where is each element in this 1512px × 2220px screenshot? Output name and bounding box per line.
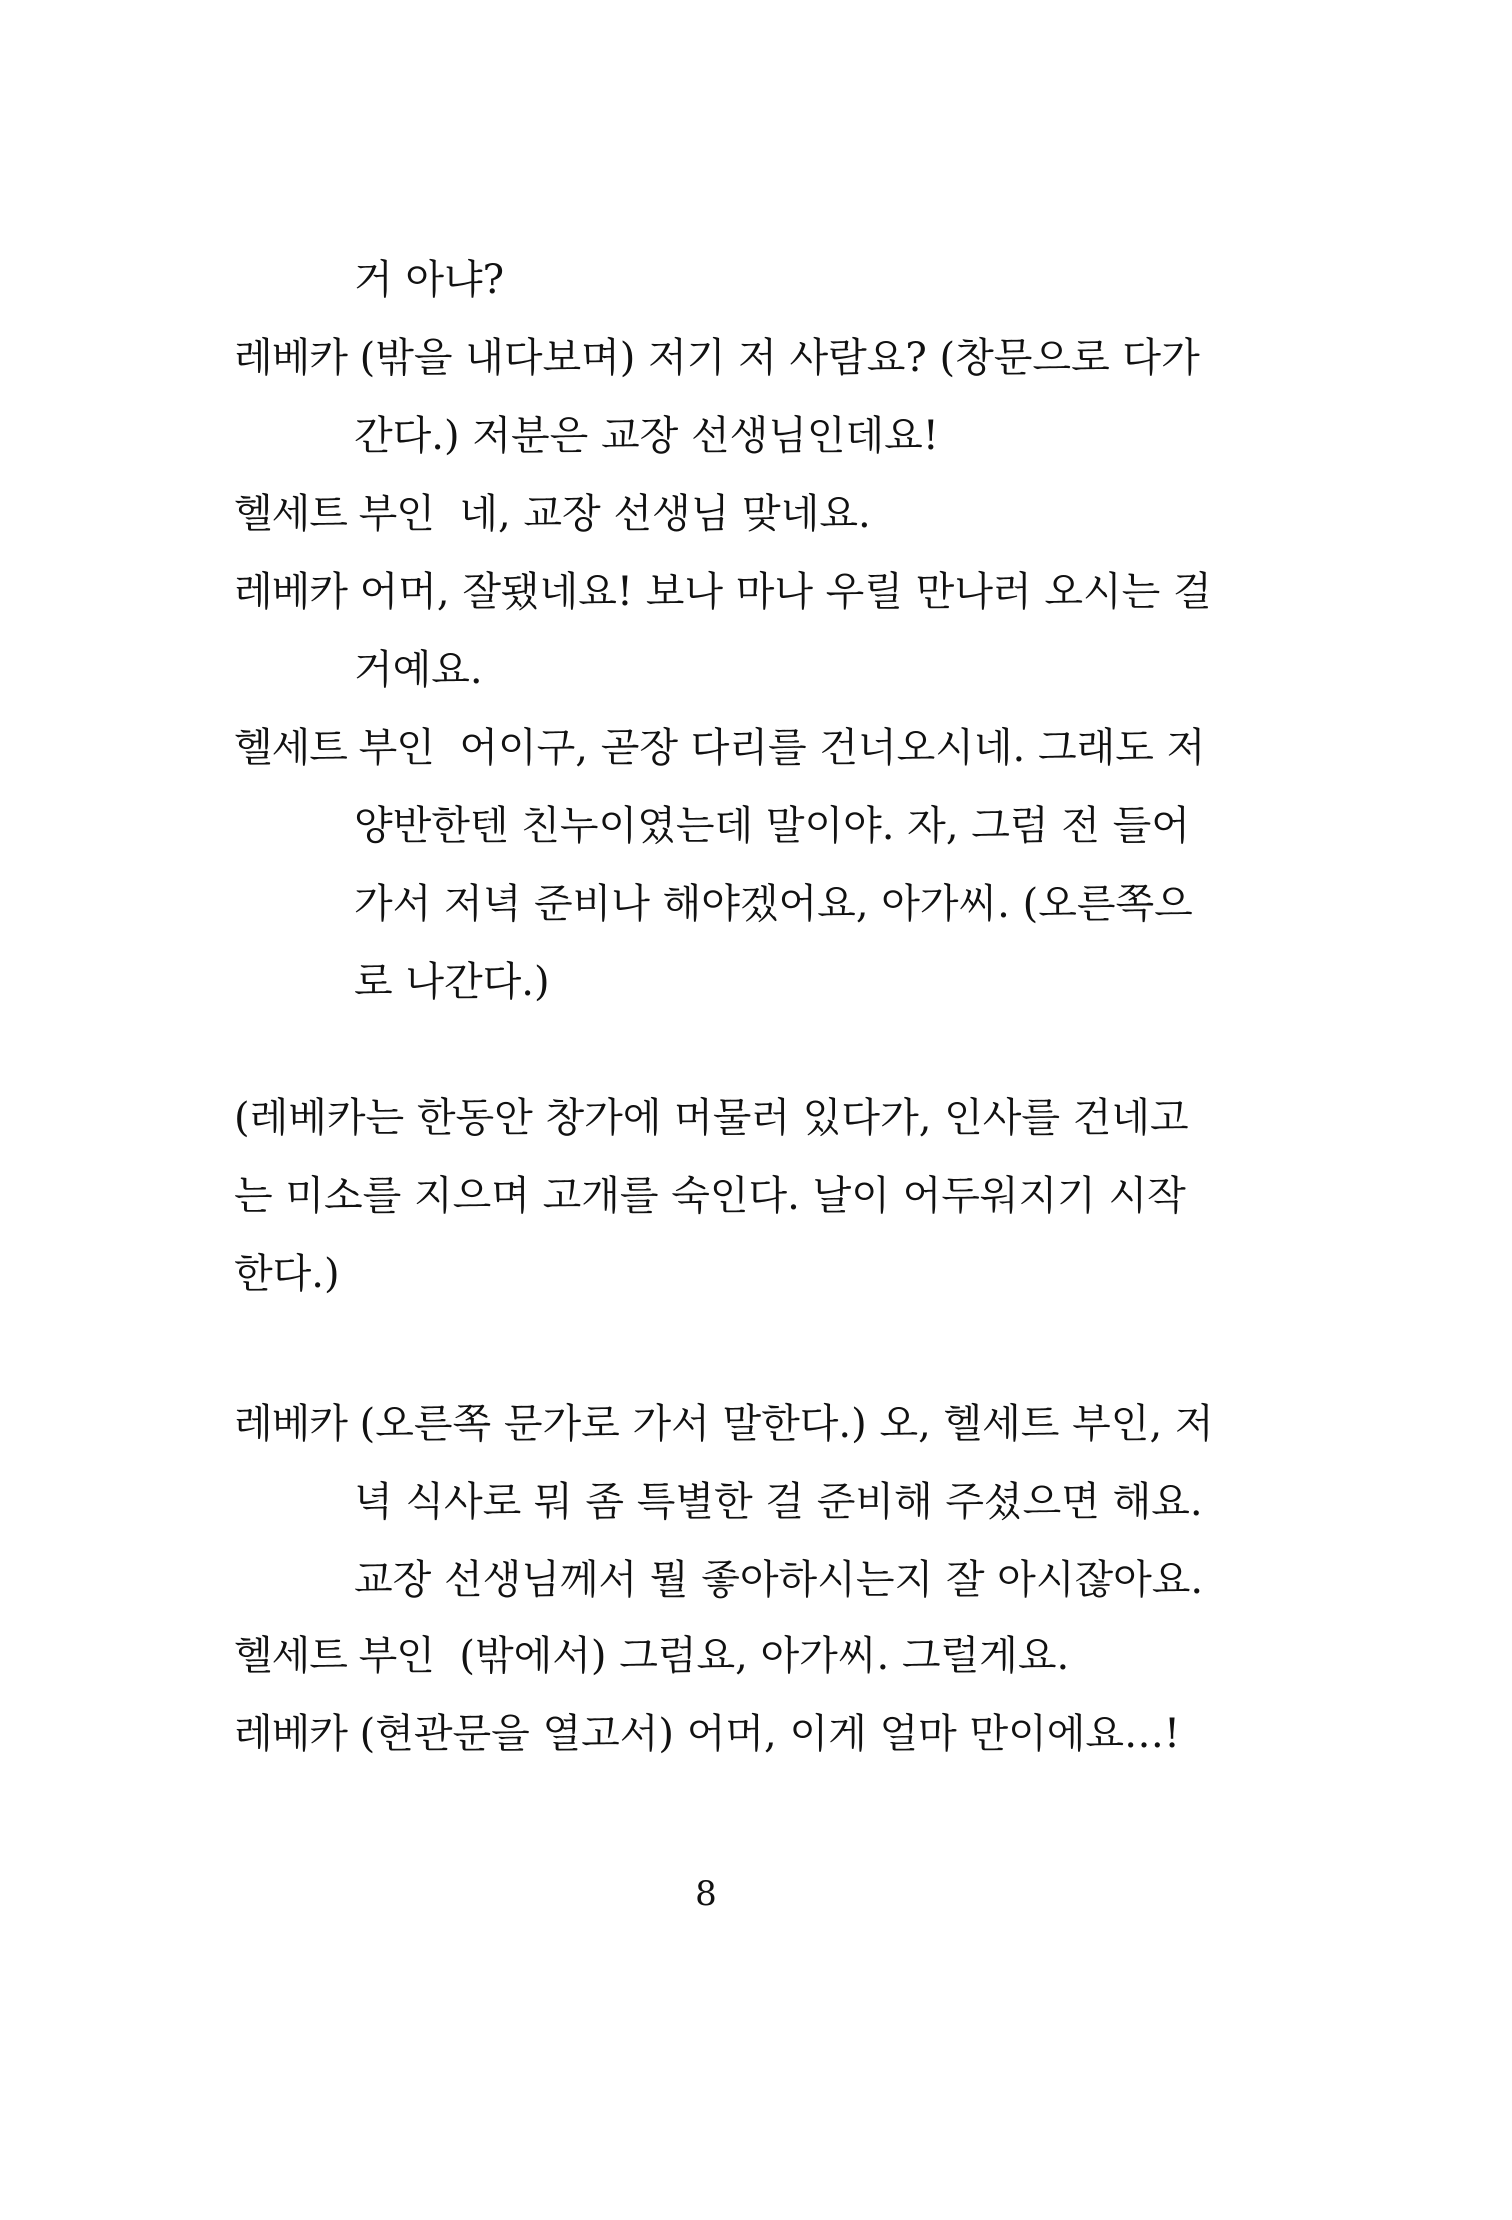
- stage-direction-line: [234, 1094, 1189, 1142]
- line-text: (오른쪽 문가로 가서 말한다.) 오, 헬세트 부인, 저: [346, 1401, 1214, 1447]
- stage-direction-line: [234, 1250, 340, 1298]
- text-line: [354, 802, 1190, 850]
- speaker-name: 헬세트 부인: [234, 725, 434, 771]
- line-text: 어이구, 곧장 다리를 건너오시네. 그래도 저: [433, 725, 1206, 771]
- speaker-name: 레베카: [234, 335, 347, 381]
- text-line: [354, 1556, 1203, 1604]
- line-text: (밖에서) 그럼요, 아가씨. 그럴게요.: [433, 1633, 1070, 1679]
- dialogue-line: [234, 334, 1200, 382]
- dialogue-line: [234, 568, 1212, 616]
- line-text: 녁 식사로 뭐 좀 특별한 걸 준비해 주셨으면 해요.: [354, 1479, 1203, 1525]
- line-text: (레베카는 한동안 창가에 머물러 있다가, 인사를 건네고: [234, 1095, 1189, 1141]
- line-text: (현관문을 열고서) 어머, 이게 얼마 만이에요…!: [346, 1711, 1181, 1757]
- page-number: 8: [695, 1874, 717, 1914]
- stage-direction-line: [234, 1172, 1186, 1220]
- text-line: [354, 256, 504, 304]
- line-text: 네, 교장 선생님 맞네요.: [433, 491, 871, 537]
- line-text: 한다.): [234, 1251, 340, 1297]
- text-line: [354, 880, 1193, 928]
- speaker-name: 레베카: [234, 1711, 347, 1757]
- speaker-name: 레베카: [234, 1401, 347, 1447]
- dialogue-line: [234, 1710, 1180, 1758]
- line-text: 거예요.: [354, 647, 483, 693]
- text-line: [354, 1478, 1203, 1526]
- line-text: 어머, 잘됐네요! 보나 마나 우릴 만나러 오시는 걸: [346, 569, 1212, 615]
- line-text: 는 미소를 지으며 고개를 숙인다. 날이 어두워지기 시작: [234, 1173, 1186, 1219]
- dialogue-line: [234, 1632, 1069, 1680]
- line-text: 거 아냐?: [354, 257, 505, 303]
- line-text: 가서 저녁 준비나 해야겠어요, 아가씨. (오른쪽으: [354, 881, 1193, 927]
- speaker-name: 헬세트 부인: [234, 491, 434, 537]
- line-text: 로 나간다.): [354, 959, 550, 1005]
- dialogue-line: [234, 1400, 1214, 1448]
- dialogue-line: [234, 724, 1205, 772]
- line-text: 간다.) 저분은 교장 선생님인데요!: [354, 413, 939, 459]
- text-line: [354, 958, 550, 1006]
- speaker-name: 레베카: [234, 569, 347, 615]
- dialogue-line: [234, 490, 871, 538]
- text-line: [354, 412, 939, 460]
- line-text: (밖을 내다보며) 저기 저 사람요? (창문으로 다가: [346, 335, 1200, 381]
- line-text: 교장 선생님께서 뭘 좋아하시는지 잘 아시잖아요.: [354, 1557, 1204, 1603]
- speaker-name: 헬세트 부인: [234, 1633, 434, 1679]
- line-text: 양반한텐 친누이였는데 말이야. 자, 그럼 전 들어: [354, 803, 1190, 849]
- text-line: [354, 646, 483, 694]
